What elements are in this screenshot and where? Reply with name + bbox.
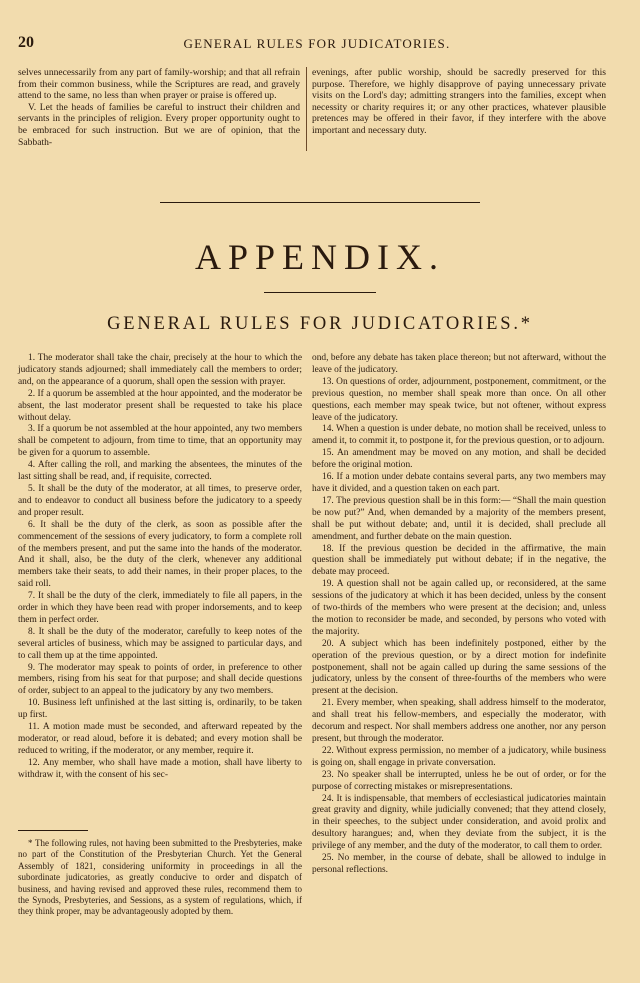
rule-paragraph: 4. After calling the roll, and marking the absentees, the minutes of the last sitting shall be read, and, if requisite, corrected. <box>18 460 302 483</box>
rule-paragraph: 23. No speaker shall be interrupted, unless he be out of order, or for the purpose of correcting mistakes or misrepresentations. <box>312 769 606 792</box>
section-title: GENERAL RULES FOR JUDICATORIES.* <box>107 314 533 334</box>
rules-right-column <box>312 353 606 877</box>
rule-paragraph: 11. A motion made must be seconded, and afterward repeated by the moderator, or read aloud, before it is debated; and every motion shall be reduced to writing, if the moderator, or any member, require it. <box>18 722 302 756</box>
page-header <box>18 34 616 54</box>
paragraph: V. Let the heads of families be careful to instruct their children and servants in the principles of religion. Every proper opportunity ought to be embraced for such instruction. But we are of opinion, that the Sabbath- <box>18 101 300 148</box>
title-rule <box>264 292 376 293</box>
rule-paragraph: 18. If the previous question be decided in the affirmative, the main question shall be immediately put without debate; if in the negative, the debate may proceed. <box>312 543 606 578</box>
rule-paragraph: 25. No member, in the course of debate, shall be allowed to indulge in personal reflections. <box>312 853 606 875</box>
rule-paragraph: 17. The previous question shall be in this form:— “Shall the main question be now put?” And, when demanded by a majority of the members present, shall be put without debate; and, until it is decided, shall preclude all amendment, and further debate on the main question. <box>312 495 606 542</box>
top-right-column <box>312 67 606 137</box>
rule-paragraph: 19. A question shall not be again called up, or reconsidered, at the same sessions of the judicatory at which it has been decided, unless by the consent of two-thirds of the members who were present at the decision; and, unless the motion to reconsider be made, and seconded, by persons who voted with the majority. <box>312 579 606 637</box>
top-left-column <box>18 67 300 148</box>
section-divider <box>160 202 480 203</box>
rule-paragraph: 7. It shall be the duty of the clerk, immediately to file all papers, in the order in which they have been read with proper indorsements, and to keep them in perfect order. <box>18 591 302 625</box>
rule-paragraph: 3. If a quorum be not assembled at the hour appointed, any two members shall be competent to adjourn, from time to time, that an opportunity may be given for a quorum to assemble. <box>18 424 302 459</box>
column-divider <box>306 67 307 151</box>
footnote-text: * The following rules, not having been submitted to the Presbyteries, make no part of the Constitution of the Presbyterian Church. Yet the General Assembly of 1821, considering uniformity in proceedings in all the subordinate judicatories, as greatly conducive to order and dispatch of business, and having revised and approved these rules, recommend them to the Synods, Presbyteries, and Sessions, as a system of regulations, which, if they think proper, may be advantageously adopted by them. <box>18 838 302 917</box>
footnote-rule <box>18 830 88 831</box>
running-head: GENERAL RULES FOR JUDICATORIES. <box>183 36 451 51</box>
rule-paragraph: 16. If a motion under debate contains several parts, any two members may have it divided, and a question taken on each part. <box>312 472 606 494</box>
rule-paragraph: 15. An amendment may be moved on any motion, and shall be decided before the original motion. <box>312 448 606 471</box>
rule-paragraph: 22. Without express permission, no member of a judicatory, while business is going on, shall engage in private conversation. <box>312 745 606 768</box>
paragraph: selves unnecessarily from any part of family-worship; and that all refrain from their common business, while the Scriptures are read, and gravely attend to the same, no less than when prayer or praise is offered up. <box>18 67 300 102</box>
rule-paragraph: 9. The moderator may speak to points of order, in preference to other members, rising from his seat for that purpose; and shall decide questions of order, subject to an appeal to the judicatory by any two members. <box>18 662 302 697</box>
rule-paragraph: 5. It shall be the duty of the moderator, at all times, to preserve order, and to endeavor to conduct all business before the judicatory to a speedy and proper result. <box>18 483 302 518</box>
rule-paragraph: 12. Any member, who shall have made a motion, shall have liberty to withdraw it, with the consent of his sec- <box>18 757 302 780</box>
rule-paragraph: 10. Business left unfinished at the last sitting is, ordinarily, to be taken up first. <box>18 698 302 721</box>
appendix-title: APPENDIX. <box>194 237 445 277</box>
rule-paragraph: 21. Every member, when speaking, shall address himself to the moderator, and shall treat his fellow-members, and especially the moderator, with decorum and respect. Nor shall members address one another, nor any person present, but through the moderator. <box>312 698 606 744</box>
rule-paragraph: 14. When a question is under debate, no motion shall be received, unless to amend it, to commit it, to postpone it, for the previous question, or to adjourn. <box>312 424 606 447</box>
rule-paragraph: 6. It shall be the duty of the clerk, as soon as possible after the commencement of the sessions of every judicatory, to form a complete roll of the members present, and put the same into the hands of the moderator. And it shall, also, be the duty of the clerk, whenever any additional members take their seats, to add their names, in their proper places, to the said roll. <box>18 519 302 590</box>
rule-paragraph: 20. A subject which has been indefinitely postponed, either by the operation of the previous question, or by a direct motion for indefinite postponement, shall not be again called up during the same sessions of the judicatory, unless by the consent of three-fourths of the members who were present at the decision. <box>312 638 606 697</box>
rule-paragraph: 1. The moderator shall take the chair, precisely at the hour to which the judicatory stands adjourned; shall immediately call the members to order; and, on the appearance of a quorum, shall open the session with prayer. <box>18 353 302 387</box>
rule-paragraph: 13. On questions of order, adjournment, postponement, commitment, or the previous question, no member shall speak more than once. On all other questions, each member may speak twice, but not oftener, without express leave of the judicatory. <box>312 376 606 423</box>
page-number: 20 <box>18 34 34 51</box>
footnote <box>18 838 302 918</box>
paragraph: evenings, after public worship, should be sacredly preserved for this purpose. Therefore, we highly disapprove of paying unnecessary private visits on the Lord's day; admitting strangers into the families, except when necessity or charity requires it; or any other practices, whatever plausible pretences may be offered in their favor, if they interfere with the above important and necessary duty. <box>312 67 606 136</box>
rule-paragraph: ond, before any debate has taken place thereon; but not afterward, without the leave of the judicatory. <box>312 353 606 375</box>
rule-paragraph: 2. If a quorum be assembled at the hour appointed, and the moderator be absent, the last moderator present shall be requested to take his place without delay. <box>18 388 302 423</box>
rule-paragraph: 24. It is indispensable, that members of ecclesiastical judicatories maintain great gravity and dignity, while judicially convened; that they attend closely, in their speeches, to the subject under consideration, and avoid prolix and desultory harangues; and, when they deviate from the subject, it is the privilege of any member, and the duty of the moderator, to call them to order. <box>312 793 606 852</box>
rules-left-column <box>18 353 302 782</box>
rule-paragraph: 8. It shall be the duty of the moderator, carefully to keep notes of the several articles of business, which may be assigned to particular days, and to call them up at the time appointed. <box>18 626 302 661</box>
